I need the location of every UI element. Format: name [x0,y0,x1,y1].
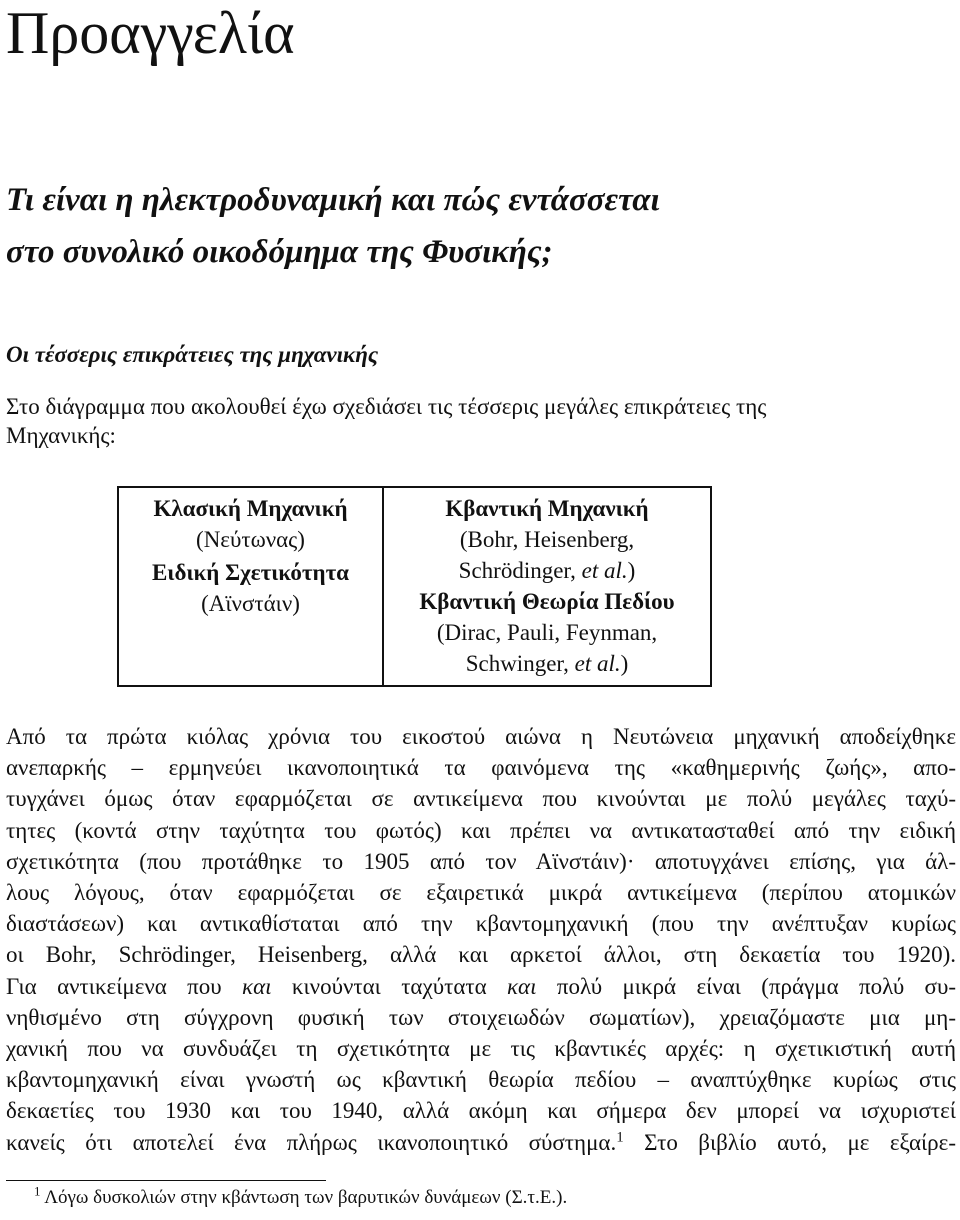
mechanics-domains-diagram [117,486,712,687]
special-relativity-people: (Αϊνστάιν) [201,591,300,616]
section-title [6,174,660,278]
intro-paragraph [6,392,956,450]
body-line: τητες (κοντά στην ταχύτητα του φωτός) και πρέπει να αντικατασταθεί από την ειδική [6,817,956,843]
body-text-run: Για αντικείμενα που [6,973,243,999]
body-line: ανεπαρκής – ερμηνεύει ικανοποιητικά τα φαινόμενα της «καθημερινής ζωής», απο- [6,755,956,781]
footnote-text: Λόγω δυσκολιών στην κβάντωση των βαρυτικών δυνάμεων (Σ.τ.Ε.). [40,1187,568,1208]
emphasis-text: και [507,973,537,999]
body-line: οι Bohr, Schrödinger, Heisenberg, αλλά και αρκετοί άλλοι, στη δεκαετία του 1920). [6,942,956,968]
paren-text: ) [627,558,636,583]
body-text-run: κινούνται ταχύτατα [271,973,508,999]
footnote-reference[interactable]: 1 [616,1128,624,1145]
footnote-divider [6,1180,326,1181]
body-line: λους λόγους, όταν εφαρμόζεται σε εξαιρετικά μικρά αντικείμενα (περίπου ατομικών [6,880,956,906]
quantum-mechanics-label: Κβαντική Μηχανική [445,496,649,521]
body-line [6,971,956,1002]
subsection-title: Οι τέσσερις επικράτειες της μηχανικής [6,342,379,367]
chapter-title: Προαγγελία [6,0,295,66]
body-line: διαστάσεων) και αντικαθίσταται από την κβαντομηχανική (που την ανέπτυξαν κυρίως [6,911,956,937]
quantum-field-theory-people: (Dirac, Pauli, Feynman, [436,620,658,645]
section-title-line: Τι είναι η ηλεκτροδυναμική και πώς εντάσσεται [6,182,660,218]
body-line: τυγχάνει όμως όταν εφαρμόζεται σε αντικείμενα που κινούνται με πολύ μεγάλες ταχύ- [6,786,956,812]
body-text-run: κανείς ότι αποτελεί ένα πλήρως ικανοποιητικό σύστημα. [6,1129,617,1155]
quantum-field-theory-label: Κβαντική Θεωρία Πεδίου [419,589,675,614]
people-text: Schrödinger, [458,558,582,583]
diagram-right-column [384,488,710,690]
diagram-left-column [119,488,384,685]
section-title-line: στο συνολικό οικοδόμημα της Φυσικής; [6,234,553,270]
quantum-mechanics-people-cont [384,555,710,586]
body-line: σχετικότητα (που προτάθηκε το 1905 από τον Αϊνστάιν)· αποτυγχάνει επίσης, για άλ- [6,848,956,874]
intro-line: Στο διάγραμμα που ακολουθεί έχω σχεδιάσει τις τέσσερις μεγάλες επικράτειες της [6,394,767,419]
body-line: χανική που να συνδυάζει τη σχετικότητα με τις κβαντικές αρχές: η σχετικιστική αυτή [6,1036,956,1062]
people-text: Schwinger, [465,651,575,676]
emphasis-text: και [242,973,272,999]
special-relativity-label: Ειδική Σχετικότητα [151,560,350,585]
body-text-run: Στο βιβλίο αυτό, με εξαίρε- [623,1129,956,1155]
classical-mechanics-label: Κλασική Μηχανική [153,496,348,521]
body-line: κβαντομηχανική είναι γνωστή ως κβαντική θεωρία πεδίου – αναπτύχθηκε κυρίως στις [6,1067,956,1093]
body-text-run: πολύ μικρά είναι (πράγμα πολύ συ- [536,973,956,999]
quantum-mechanics-people: (Bohr, Heisenberg, [459,527,635,552]
footnote-number: 1 [34,1183,41,1199]
body-line: νηθισμένο στη σύγχρονη φυσική των στοιχειωδών σωματίων), χρειαζόμαστε μια μη- [6,1004,956,1030]
paren-text: ) [620,651,629,676]
et-al-text: et al. [574,651,621,676]
body-line: δεκαετίες του 1930 και του 1940, αλλά ακόμη και σήμερα δεν μπορεί να ισχυριστεί [6,1098,956,1124]
body-line: Από τα πρώτα κιόλας χρόνια του εικοστού αιώνα η Νευτώνεια μηχανική αποδείχθηκε [6,724,956,749]
intro-line: Μηχανικής: [6,423,116,448]
classical-mechanics-people: (Νεύτωνας) [196,527,305,552]
body-paragraph [6,721,956,1158]
footnote [34,1185,567,1211]
et-al-text: et al. [581,558,628,583]
quantum-field-theory-people-cont [384,648,710,679]
body-line [6,1127,956,1158]
